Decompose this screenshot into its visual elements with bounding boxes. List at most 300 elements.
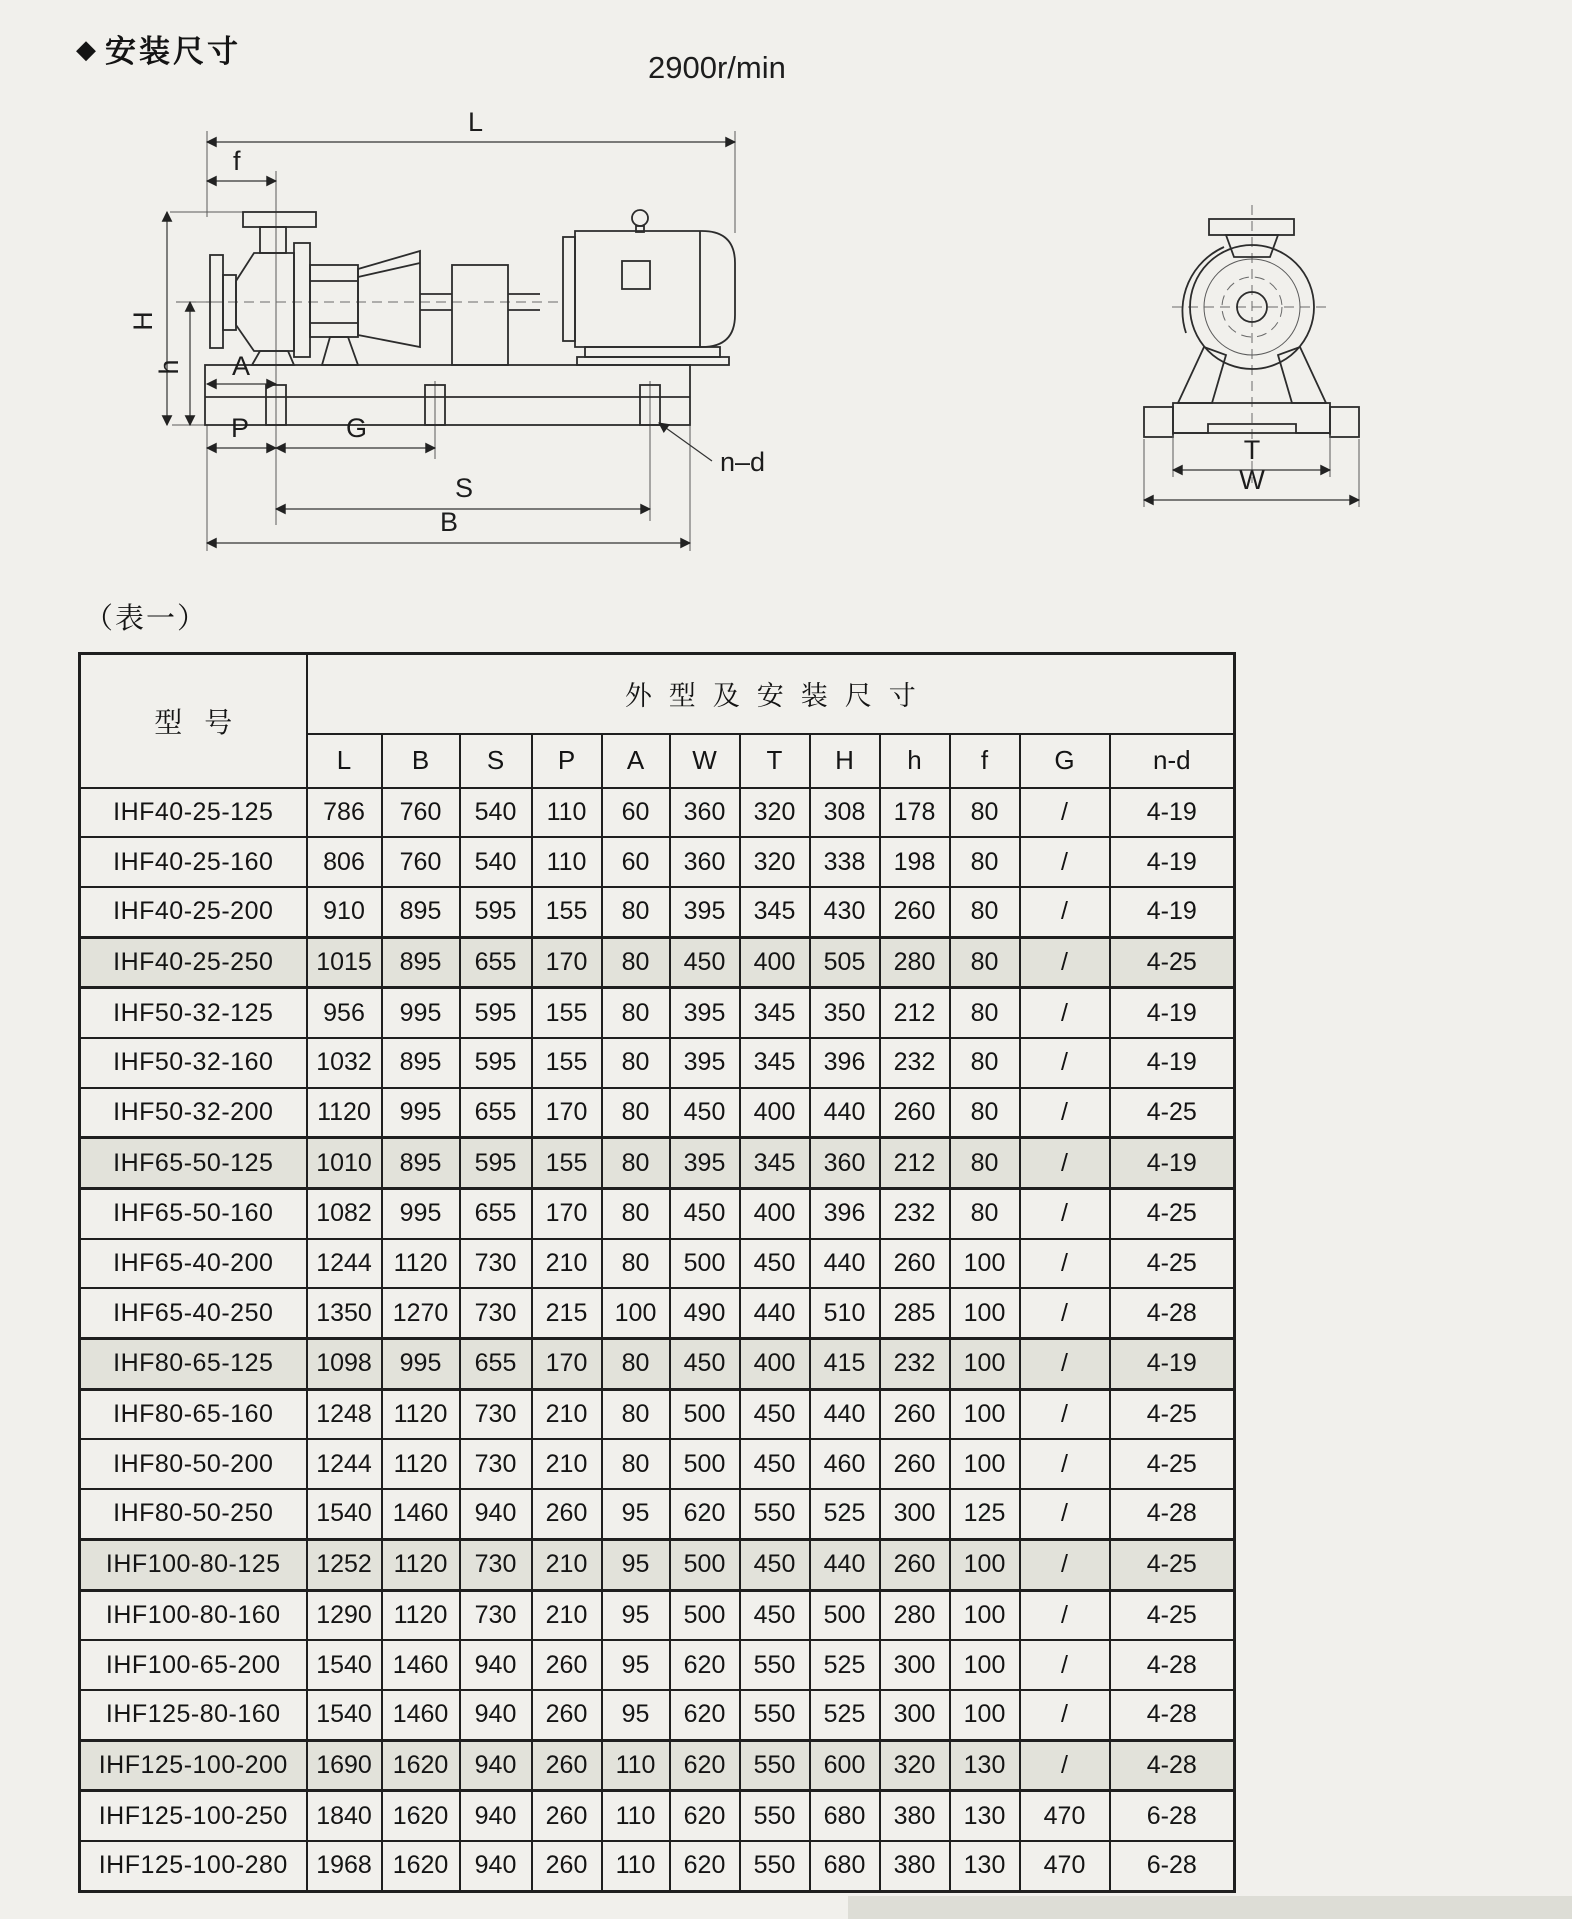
value-cell-f: 80 <box>950 887 1020 937</box>
value-cell-n-d: 4-25 <box>1110 1239 1235 1289</box>
value-cell-n-d: 4-19 <box>1110 788 1235 838</box>
value-cell-P: 215 <box>532 1288 602 1338</box>
value-cell-B: 1120 <box>382 1389 460 1439</box>
value-cell-B: 1620 <box>382 1841 460 1891</box>
value-cell-A: 80 <box>602 1038 670 1088</box>
value-cell-L: 1244 <box>307 1439 382 1489</box>
value-cell-S: 730 <box>460 1590 532 1640</box>
value-cell-W: 490 <box>670 1288 740 1338</box>
value-cell-S: 540 <box>460 837 532 887</box>
value-cell-n-d: 4-19 <box>1110 837 1235 887</box>
value-cell-S: 940 <box>460 1640 532 1690</box>
value-cell-n-d: 4-19 <box>1110 988 1235 1038</box>
column-header-G: G <box>1020 734 1110 788</box>
value-cell-h: 285 <box>880 1288 950 1338</box>
model-cell: IHF100-80-160 <box>80 1590 307 1640</box>
value-cell-L: 1690 <box>307 1740 382 1791</box>
value-cell-G: / <box>1020 788 1110 838</box>
value-cell-L: 1540 <box>307 1640 382 1690</box>
dim-label-A: A <box>232 351 251 381</box>
value-cell-H: 308 <box>810 788 880 838</box>
value-cell-A: 60 <box>602 837 670 887</box>
model-cell: IHF80-65-125 <box>80 1339 307 1390</box>
table-row <box>80 1389 1235 1439</box>
table-row <box>80 1339 1235 1390</box>
value-cell-n-d: 4-28 <box>1110 1690 1235 1740</box>
value-cell-L: 1350 <box>307 1288 382 1338</box>
model-cell: IHF50-32-125 <box>80 988 307 1038</box>
table-row <box>80 1590 1235 1640</box>
value-cell-P: 155 <box>532 887 602 937</box>
value-cell-G: / <box>1020 1539 1110 1590</box>
value-cell-h: 380 <box>880 1791 950 1841</box>
value-cell-H: 440 <box>810 1239 880 1289</box>
value-cell-T: 550 <box>740 1740 810 1791</box>
pump-end-view <box>1144 205 1359 507</box>
value-cell-P: 155 <box>532 1038 602 1088</box>
group-column-header: 外型及安装尺寸 <box>307 654 1235 734</box>
value-cell-G: / <box>1020 1239 1110 1289</box>
value-cell-h: 232 <box>880 1339 950 1390</box>
value-cell-P: 170 <box>532 1088 602 1138</box>
value-cell-A: 80 <box>602 1389 670 1439</box>
value-cell-T: 450 <box>740 1590 810 1640</box>
value-cell-G: / <box>1020 1038 1110 1088</box>
value-cell-T: 400 <box>740 937 810 988</box>
value-cell-T: 345 <box>740 1138 810 1189</box>
scan-shadow-artifact <box>848 1896 1572 1919</box>
value-cell-G: / <box>1020 837 1110 887</box>
value-cell-H: 600 <box>810 1740 880 1791</box>
value-cell-A: 80 <box>602 887 670 937</box>
value-cell-G: / <box>1020 1740 1110 1791</box>
value-cell-f: 100 <box>950 1590 1020 1640</box>
value-cell-T: 550 <box>740 1690 810 1740</box>
diamond-bullet-icon: ◆ <box>76 33 99 64</box>
value-cell-L: 806 <box>307 837 382 887</box>
value-cell-B: 895 <box>382 1138 460 1189</box>
value-cell-L: 1120 <box>307 1088 382 1138</box>
table-row <box>80 1489 1235 1539</box>
value-cell-B: 1120 <box>382 1239 460 1289</box>
value-cell-W: 395 <box>670 988 740 1038</box>
value-cell-G: / <box>1020 1088 1110 1138</box>
table-row <box>80 988 1235 1038</box>
value-cell-L: 1244 <box>307 1239 382 1289</box>
value-cell-n-d: 4-25 <box>1110 1439 1235 1489</box>
dimensions-table <box>78 652 1236 1893</box>
model-cell: IHF40-25-160 <box>80 837 307 887</box>
value-cell-L: 956 <box>307 988 382 1038</box>
value-cell-H: 440 <box>810 1088 880 1138</box>
value-cell-H: 525 <box>810 1489 880 1539</box>
value-cell-n-d: 6-28 <box>1110 1791 1235 1841</box>
value-cell-f: 100 <box>950 1539 1020 1590</box>
value-cell-P: 260 <box>532 1740 602 1791</box>
value-cell-B: 760 <box>382 788 460 838</box>
value-cell-f: 80 <box>950 1088 1020 1138</box>
value-cell-B: 760 <box>382 837 460 887</box>
value-cell-G: / <box>1020 1439 1110 1489</box>
model-cell: IHF40-25-200 <box>80 887 307 937</box>
table-row <box>80 1239 1235 1289</box>
value-cell-W: 395 <box>670 1138 740 1189</box>
model-cell: IHF65-50-160 <box>80 1189 307 1239</box>
value-cell-h: 260 <box>880 887 950 937</box>
value-cell-h: 300 <box>880 1489 950 1539</box>
value-cell-P: 110 <box>532 788 602 838</box>
model-cell: IHF50-32-200 <box>80 1088 307 1138</box>
value-cell-G: / <box>1020 1489 1110 1539</box>
value-cell-S: 940 <box>460 1489 532 1539</box>
value-cell-A: 80 <box>602 1088 670 1138</box>
value-cell-S: 730 <box>460 1539 532 1590</box>
value-cell-f: 80 <box>950 1038 1020 1088</box>
model-cell: IHF40-25-125 <box>80 788 307 838</box>
value-cell-h: 260 <box>880 1239 950 1289</box>
value-cell-G: / <box>1020 887 1110 937</box>
value-cell-A: 80 <box>602 1189 670 1239</box>
value-cell-S: 940 <box>460 1740 532 1791</box>
model-cell: IHF125-100-250 <box>80 1791 307 1841</box>
dim-label-W: W <box>1239 465 1265 495</box>
value-cell-H: 460 <box>810 1439 880 1489</box>
value-cell-W: 500 <box>670 1389 740 1439</box>
value-cell-P: 210 <box>532 1539 602 1590</box>
value-cell-W: 395 <box>670 1038 740 1088</box>
value-cell-S: 595 <box>460 1038 532 1088</box>
value-cell-A: 60 <box>602 788 670 838</box>
value-cell-B: 1620 <box>382 1740 460 1791</box>
value-cell-B: 895 <box>382 937 460 988</box>
value-cell-G: / <box>1020 1590 1110 1640</box>
value-cell-B: 1620 <box>382 1791 460 1841</box>
value-cell-W: 360 <box>670 837 740 887</box>
value-cell-W: 620 <box>670 1489 740 1539</box>
value-cell-B: 995 <box>382 1088 460 1138</box>
value-cell-A: 95 <box>602 1489 670 1539</box>
value-cell-P: 260 <box>532 1489 602 1539</box>
motor-eyebolt-icon <box>632 210 648 226</box>
value-cell-B: 1460 <box>382 1640 460 1690</box>
value-cell-f: 80 <box>950 837 1020 887</box>
value-cell-H: 525 <box>810 1640 880 1690</box>
value-cell-f: 130 <box>950 1740 1020 1791</box>
value-cell-h: 212 <box>880 1138 950 1189</box>
value-cell-P: 170 <box>532 1189 602 1239</box>
value-cell-n-d: 4-28 <box>1110 1288 1235 1338</box>
table-row <box>80 1439 1235 1489</box>
value-cell-L: 1968 <box>307 1841 382 1891</box>
value-cell-H: 505 <box>810 937 880 988</box>
dim-label-H: H <box>128 311 158 331</box>
value-cell-L: 786 <box>307 788 382 838</box>
table-row <box>80 1138 1235 1189</box>
model-cell: IHF40-25-250 <box>80 937 307 988</box>
table-row <box>80 887 1235 937</box>
value-cell-n-d: 4-28 <box>1110 1640 1235 1690</box>
value-cell-A: 110 <box>602 1791 670 1841</box>
value-cell-W: 500 <box>670 1539 740 1590</box>
motor-nameplate <box>622 261 650 289</box>
value-cell-T: 550 <box>740 1841 810 1891</box>
value-cell-W: 450 <box>670 1088 740 1138</box>
value-cell-H: 360 <box>810 1138 880 1189</box>
value-cell-f: 130 <box>950 1841 1020 1891</box>
dim-label-P: P <box>231 413 250 443</box>
model-cell: IHF65-40-250 <box>80 1288 307 1338</box>
value-cell-L: 1540 <box>307 1690 382 1740</box>
pump-side-view <box>210 212 540 365</box>
rpm-label: 2900r/min <box>648 50 786 85</box>
value-cell-f: 125 <box>950 1489 1020 1539</box>
value-cell-T: 550 <box>740 1791 810 1841</box>
value-cell-n-d: 4-25 <box>1110 1389 1235 1439</box>
value-cell-P: 210 <box>532 1239 602 1289</box>
value-cell-H: 510 <box>810 1288 880 1338</box>
value-cell-T: 345 <box>740 1038 810 1088</box>
value-cell-L: 1248 <box>307 1389 382 1439</box>
model-cell: IHF50-32-160 <box>80 1038 307 1088</box>
value-cell-A: 80 <box>602 1239 670 1289</box>
model-cell: IHF125-100-200 <box>80 1740 307 1791</box>
value-cell-B: 1120 <box>382 1590 460 1640</box>
column-header-T: T <box>740 734 810 788</box>
value-cell-L: 1840 <box>307 1791 382 1841</box>
value-cell-B: 1270 <box>382 1288 460 1338</box>
value-cell-S: 730 <box>460 1389 532 1439</box>
value-cell-W: 450 <box>670 937 740 988</box>
value-cell-f: 80 <box>950 1189 1020 1239</box>
value-cell-A: 110 <box>602 1740 670 1791</box>
table-row <box>80 1189 1235 1239</box>
value-cell-n-d: 4-28 <box>1110 1489 1235 1539</box>
value-cell-G: / <box>1020 1189 1110 1239</box>
value-cell-L: 1252 <box>307 1539 382 1590</box>
value-cell-n-d: 4-25 <box>1110 1590 1235 1640</box>
value-cell-h: 300 <box>880 1640 950 1690</box>
value-cell-H: 430 <box>810 887 880 937</box>
value-cell-h: 178 <box>880 788 950 838</box>
column-header-L: L <box>307 734 382 788</box>
value-cell-L: 1015 <box>307 937 382 988</box>
value-cell-f: 80 <box>950 937 1020 988</box>
value-cell-H: 350 <box>810 988 880 1038</box>
table-row <box>80 1791 1235 1841</box>
column-header-A: A <box>602 734 670 788</box>
value-cell-f: 100 <box>950 1389 1020 1439</box>
model-cell: IHF65-40-200 <box>80 1239 307 1289</box>
value-cell-A: 80 <box>602 937 670 988</box>
value-cell-P: 155 <box>532 1138 602 1189</box>
value-cell-A: 100 <box>602 1288 670 1338</box>
value-cell-W: 500 <box>670 1439 740 1489</box>
installation-dimension-drawing <box>80 85 1380 565</box>
value-cell-S: 655 <box>460 1339 532 1390</box>
value-cell-B: 1460 <box>382 1690 460 1740</box>
value-cell-T: 400 <box>740 1088 810 1138</box>
value-cell-G: / <box>1020 1690 1110 1740</box>
column-header-P: P <box>532 734 602 788</box>
value-cell-h: 260 <box>880 1539 950 1590</box>
value-cell-A: 80 <box>602 1439 670 1489</box>
table-row <box>80 1740 1235 1791</box>
value-cell-B: 895 <box>382 887 460 937</box>
value-cell-L: 1540 <box>307 1489 382 1539</box>
value-cell-W: 450 <box>670 1189 740 1239</box>
value-cell-T: 450 <box>740 1389 810 1439</box>
table-row <box>80 1038 1235 1088</box>
value-cell-H: 396 <box>810 1038 880 1088</box>
value-cell-A: 95 <box>602 1690 670 1740</box>
value-cell-T: 345 <box>740 887 810 937</box>
value-cell-S: 595 <box>460 1138 532 1189</box>
value-cell-n-d: 4-25 <box>1110 937 1235 988</box>
column-header-W: W <box>670 734 740 788</box>
value-cell-f: 80 <box>950 1138 1020 1189</box>
model-cell: IHF100-65-200 <box>80 1640 307 1690</box>
value-cell-H: 440 <box>810 1389 880 1439</box>
value-cell-T: 550 <box>740 1489 810 1539</box>
value-cell-W: 360 <box>670 788 740 838</box>
value-cell-P: 260 <box>532 1841 602 1891</box>
table-row <box>80 1690 1235 1740</box>
column-header-n-d: n-d <box>1110 734 1235 788</box>
value-cell-f: 100 <box>950 1339 1020 1390</box>
model-column-header: 型号 <box>80 654 307 788</box>
column-header-h: h <box>880 734 950 788</box>
value-cell-G: 470 <box>1020 1841 1110 1891</box>
value-cell-S: 655 <box>460 937 532 988</box>
value-cell-B: 995 <box>382 988 460 1038</box>
value-cell-S: 540 <box>460 788 532 838</box>
table-row <box>80 1539 1235 1590</box>
value-cell-W: 500 <box>670 1590 740 1640</box>
dim-label-S: S <box>455 473 474 503</box>
value-cell-G: 470 <box>1020 1791 1110 1841</box>
value-cell-f: 100 <box>950 1288 1020 1338</box>
table-row <box>80 837 1235 887</box>
value-cell-h: 232 <box>880 1038 950 1088</box>
value-cell-T: 440 <box>740 1288 810 1338</box>
value-cell-H: 500 <box>810 1590 880 1640</box>
value-cell-S: 595 <box>460 887 532 937</box>
value-cell-T: 450 <box>740 1539 810 1590</box>
value-cell-n-d: 4-25 <box>1110 1088 1235 1138</box>
dim-label-G: G <box>346 413 368 443</box>
value-cell-n-d: 4-25 <box>1110 1539 1235 1590</box>
dim-label-B: B <box>440 507 459 537</box>
table-row <box>80 788 1235 838</box>
value-cell-P: 260 <box>532 1640 602 1690</box>
value-cell-H: 440 <box>810 1539 880 1590</box>
value-cell-G: / <box>1020 1138 1110 1189</box>
value-cell-h: 260 <box>880 1088 950 1138</box>
value-cell-H: 680 <box>810 1841 880 1891</box>
value-cell-n-d: 4-19 <box>1110 1038 1235 1088</box>
value-cell-T: 320 <box>740 788 810 838</box>
column-header-S: S <box>460 734 532 788</box>
value-cell-f: 100 <box>950 1640 1020 1690</box>
table-row <box>80 1841 1235 1891</box>
value-cell-G: / <box>1020 1389 1110 1439</box>
value-cell-n-d: 4-19 <box>1110 887 1235 937</box>
dim-label-f: f <box>233 146 241 176</box>
value-cell-S: 595 <box>460 988 532 1038</box>
value-cell-h: 280 <box>880 937 950 988</box>
value-cell-T: 450 <box>740 1239 810 1289</box>
value-cell-H: 525 <box>810 1690 880 1740</box>
value-cell-P: 170 <box>532 1339 602 1390</box>
value-cell-L: 910 <box>307 887 382 937</box>
value-cell-W: 620 <box>670 1791 740 1841</box>
table-caption: （表一） <box>84 603 209 635</box>
value-cell-W: 620 <box>670 1841 740 1891</box>
value-cell-h: 280 <box>880 1590 950 1640</box>
value-cell-f: 80 <box>950 788 1020 838</box>
value-cell-h: 260 <box>880 1439 950 1489</box>
value-cell-B: 995 <box>382 1339 460 1390</box>
value-cell-n-d: 4-19 <box>1110 1339 1235 1390</box>
value-cell-A: 110 <box>602 1841 670 1891</box>
model-cell: IHF65-50-125 <box>80 1138 307 1189</box>
value-cell-T: 345 <box>740 988 810 1038</box>
value-cell-h: 300 <box>880 1690 950 1740</box>
value-cell-W: 500 <box>670 1239 740 1289</box>
table-row <box>80 1288 1235 1338</box>
value-cell-h: 232 <box>880 1189 950 1239</box>
dim-label-h: h <box>154 359 184 375</box>
value-cell-A: 80 <box>602 1138 670 1189</box>
table-row <box>80 937 1235 988</box>
value-cell-H: 338 <box>810 837 880 887</box>
value-cell-h: 198 <box>880 837 950 887</box>
value-cell-H: 415 <box>810 1339 880 1390</box>
value-cell-A: 95 <box>602 1590 670 1640</box>
value-cell-S: 940 <box>460 1791 532 1841</box>
value-cell-S: 730 <box>460 1288 532 1338</box>
value-cell-H: 680 <box>810 1791 880 1841</box>
model-cell: IHF125-80-160 <box>80 1690 307 1740</box>
value-cell-n-d: 4-25 <box>1110 1189 1235 1239</box>
table-row <box>80 1640 1235 1690</box>
value-cell-L: 1098 <box>307 1339 382 1390</box>
value-cell-S: 655 <box>460 1189 532 1239</box>
value-cell-P: 260 <box>532 1690 602 1740</box>
model-cell: IHF80-65-160 <box>80 1389 307 1439</box>
value-cell-L: 1032 <box>307 1038 382 1088</box>
value-cell-f: 100 <box>950 1439 1020 1489</box>
value-cell-G: / <box>1020 1288 1110 1338</box>
value-cell-W: 450 <box>670 1339 740 1390</box>
value-cell-T: 400 <box>740 1339 810 1390</box>
value-cell-h: 212 <box>880 988 950 1038</box>
page-title <box>76 26 241 71</box>
value-cell-S: 655 <box>460 1088 532 1138</box>
value-cell-S: 940 <box>460 1841 532 1891</box>
dim-label-n-d: n–d <box>720 447 766 477</box>
value-cell-H: 396 <box>810 1189 880 1239</box>
value-cell-B: 1460 <box>382 1489 460 1539</box>
value-cell-B: 1120 <box>382 1439 460 1489</box>
value-cell-f: 100 <box>950 1690 1020 1740</box>
page-title-text: 安装尺寸 <box>105 34 241 69</box>
value-cell-L: 1010 <box>307 1138 382 1189</box>
value-cell-n-d: 4-28 <box>1110 1740 1235 1791</box>
value-cell-f: 130 <box>950 1791 1020 1841</box>
value-cell-h: 320 <box>880 1740 950 1791</box>
column-header-H: H <box>810 734 880 788</box>
